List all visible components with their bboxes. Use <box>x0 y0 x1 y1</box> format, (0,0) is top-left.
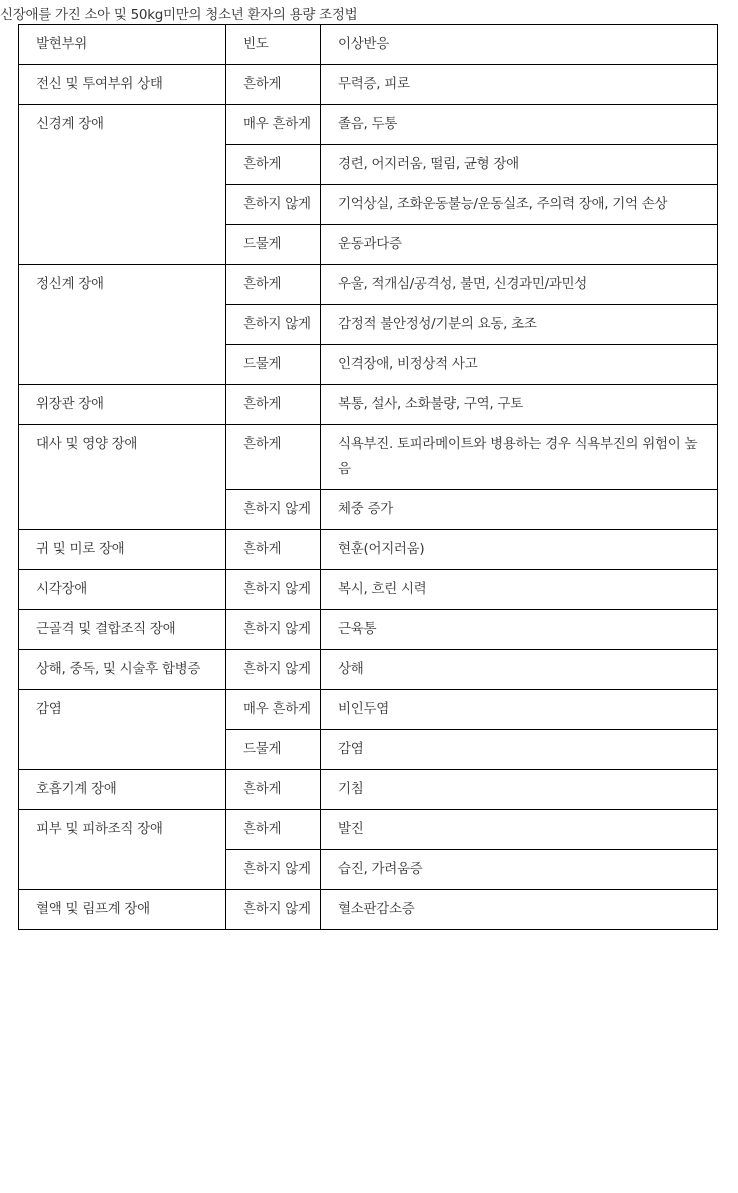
organ-cell: 근골격 및 결합조직 장애 <box>19 610 226 650</box>
reaction-cell: 복통, 설사, 소화불량, 구역, 구토 <box>321 385 718 425</box>
reaction-cell: 기억상실, 조화운동불능/운동실조, 주의력 장애, 기억 손상 <box>321 185 718 225</box>
reaction-cell: 비인두염 <box>321 690 718 730</box>
reaction-cell: 인격장애, 비정상적 사고 <box>321 345 718 385</box>
frequency-cell: 흔하지 않게 <box>226 850 321 890</box>
organ-cell: 대사 및 영양 장애 <box>19 425 226 530</box>
adverse-reaction-table <box>18 24 718 930</box>
frequency-cell: 흔하게 <box>226 265 321 305</box>
frequency-cell: 흔하게 <box>226 770 321 810</box>
organ-cell: 피부 및 피하조직 장애 <box>19 810 226 890</box>
frequency-cell: 흔하지 않게 <box>226 890 321 930</box>
organ-cell: 신경계 장애 <box>19 105 226 265</box>
table-row <box>19 105 718 145</box>
reaction-cell: 감정적 불안정성/기분의 요동, 초조 <box>321 305 718 345</box>
frequency-cell: 드물게 <box>226 730 321 770</box>
reaction-cell: 습진, 가려움증 <box>321 850 718 890</box>
frequency-cell: 흔하지 않게 <box>226 490 321 530</box>
frequency-cell: 흔하게 <box>226 385 321 425</box>
reaction-cell: 근육통 <box>321 610 718 650</box>
organ-cell: 시각장애 <box>19 570 226 610</box>
reaction-cell: 식욕부진. 토피라메이트와 병용하는 경우 식욕부진의 위험이 높음 <box>321 425 718 490</box>
header-reaction: 이상반응 <box>321 25 718 65</box>
reaction-cell: 운동과다증 <box>321 225 718 265</box>
frequency-cell: 흔하지 않게 <box>226 610 321 650</box>
organ-cell: 귀 및 미로 장애 <box>19 530 226 570</box>
frequency-cell: 흔하게 <box>226 530 321 570</box>
table-row <box>19 650 718 690</box>
frequency-cell: 드물게 <box>226 225 321 265</box>
table-row <box>19 690 718 730</box>
table-header-row <box>19 25 718 65</box>
reaction-cell: 현훈(어지러움) <box>321 530 718 570</box>
frequency-cell: 흔하지 않게 <box>226 305 321 345</box>
table-row <box>19 810 718 850</box>
table-row <box>19 570 718 610</box>
frequency-cell: 흔하지 않게 <box>226 650 321 690</box>
reaction-cell: 발진 <box>321 810 718 850</box>
organ-cell: 감염 <box>19 690 226 770</box>
frequency-cell: 매우 흔하게 <box>226 105 321 145</box>
table-row <box>19 770 718 810</box>
header-frequency: 빈도 <box>226 25 321 65</box>
reaction-cell: 상해 <box>321 650 718 690</box>
frequency-cell: 흔하지 않게 <box>226 185 321 225</box>
frequency-cell: 흔하지 않게 <box>226 570 321 610</box>
reaction-cell: 혈소판감소증 <box>321 890 718 930</box>
frequency-cell: 매우 흔하게 <box>226 690 321 730</box>
reaction-cell: 경련, 어지러움, 떨림, 균형 장애 <box>321 145 718 185</box>
organ-cell: 위장관 장애 <box>19 385 226 425</box>
organ-cell: 상해, 중독, 및 시술후 합병증 <box>19 650 226 690</box>
frequency-cell: 흔하게 <box>226 65 321 105</box>
reaction-cell: 체중 증가 <box>321 490 718 530</box>
header-organ: 발현부위 <box>19 25 226 65</box>
reaction-cell: 우울, 적개심/공격성, 불면, 신경과민/과민성 <box>321 265 718 305</box>
table-caption: 신장애를 가진 소아 및 50kg미만의 청소년 환자의 용량 조정법 <box>0 7 358 23</box>
reaction-cell: 기침 <box>321 770 718 810</box>
reaction-cell: 졸음, 두통 <box>321 105 718 145</box>
table-row <box>19 65 718 105</box>
frequency-cell: 드물게 <box>226 345 321 385</box>
frequency-cell: 흔하게 <box>226 425 321 490</box>
reaction-cell: 무력증, 피로 <box>321 65 718 105</box>
reaction-cell: 복시, 흐린 시력 <box>321 570 718 610</box>
frequency-cell: 흔하게 <box>226 145 321 185</box>
table-row <box>19 265 718 305</box>
organ-cell: 정신계 장애 <box>19 265 226 385</box>
table-row <box>19 610 718 650</box>
table-row <box>19 425 718 490</box>
organ-cell: 혈액 및 림프계 장애 <box>19 890 226 930</box>
frequency-cell: 흔하게 <box>226 810 321 850</box>
organ-cell: 전신 및 투여부위 상태 <box>19 65 226 105</box>
table-row <box>19 385 718 425</box>
reaction-cell: 감염 <box>321 730 718 770</box>
organ-cell: 호흡기계 장애 <box>19 770 226 810</box>
table-row <box>19 530 718 570</box>
table-row <box>19 890 718 930</box>
